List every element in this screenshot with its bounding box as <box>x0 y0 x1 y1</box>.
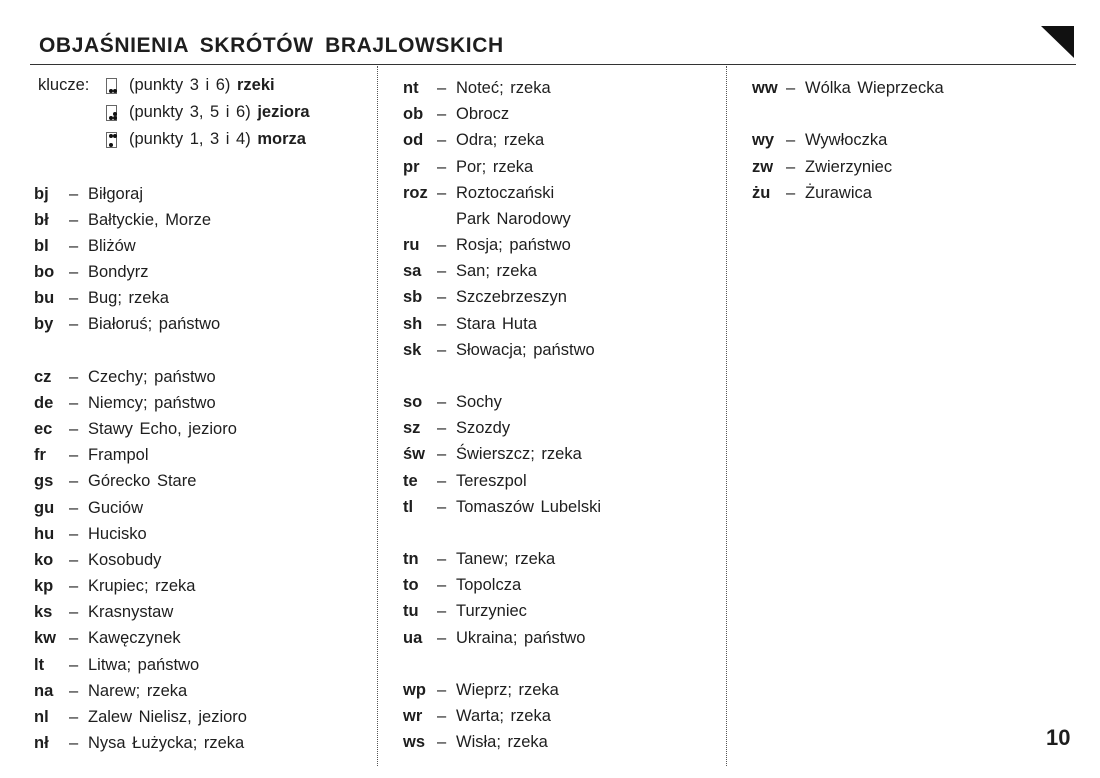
column-divider-1 <box>377 66 378 766</box>
braille-dot-icon <box>113 112 117 116</box>
abbreviation-code: kp <box>34 577 54 596</box>
abbreviation-meaning: Kawęczynek <box>88 629 181 648</box>
dash-separator: – <box>69 184 79 203</box>
dash-separator: – <box>437 497 447 516</box>
dash-separator: – <box>437 79 447 97</box>
abbreviation-code: ks <box>34 603 53 622</box>
dash-separator: – <box>437 602 447 621</box>
dash-separator: – <box>69 707 79 726</box>
header-divider <box>30 64 1076 65</box>
dash-separator: – <box>69 210 79 229</box>
dash-separator: – <box>437 236 447 255</box>
abbreviation-code: bu <box>34 289 55 308</box>
dash-separator: – <box>437 707 447 726</box>
dash-separator: – <box>69 681 79 700</box>
abbreviation-meaning: Tereszpol <box>456 471 527 490</box>
abbreviation-code: sh <box>403 314 423 333</box>
dash-separator: – <box>69 550 79 569</box>
dash-separator: – <box>69 498 79 517</box>
abbreviation-meaning: Biłgoraj <box>88 184 144 203</box>
abbreviation-code: nl <box>34 707 49 726</box>
dash-separator: – <box>69 367 79 386</box>
dash-separator: – <box>437 157 447 176</box>
abbreviation-code: gu <box>34 498 55 517</box>
abbreviation-code: de <box>34 393 54 412</box>
abbreviation-code: zw <box>752 157 774 176</box>
abbreviation-meaning: Noteć; rzeka <box>456 79 551 97</box>
dash-separator: – <box>69 524 79 543</box>
abbreviation-meaning: Bondyrz <box>88 263 149 281</box>
abbreviation-meaning: Czechy; państwo <box>88 367 216 386</box>
dash-separator: – <box>437 419 447 438</box>
abbreviation-code: cz <box>34 367 52 386</box>
abbreviation-code: pr <box>403 157 420 176</box>
dash-separator: – <box>786 157 796 176</box>
dash-separator: – <box>437 262 447 281</box>
dash-separator: – <box>786 79 796 97</box>
abbreviation-code: lt <box>34 655 45 674</box>
corner-triangle-icon <box>1041 26 1074 58</box>
dash-separator: – <box>437 105 447 124</box>
key-meaning: morza <box>257 130 306 148</box>
abbreviation-code: ww <box>752 79 778 97</box>
abbreviation-code: kw <box>34 629 57 648</box>
abbreviation-meaning: Stara Huta <box>456 314 537 333</box>
abbreviation-meaning: Wisła; rzeka <box>456 733 548 752</box>
abbreviation-meaning: Świerszcz; rzeka <box>456 445 582 464</box>
abbreviation-code: ru <box>403 236 420 255</box>
abbreviation-meaning: Tomaszów Lubelski <box>456 497 602 516</box>
abbreviation-code: bo <box>34 263 55 281</box>
abbreviation-code: sb <box>403 288 423 307</box>
braille-dot-icon <box>109 134 113 138</box>
braille-dot-icon <box>113 134 117 138</box>
abbreviation-meaning: Guciów <box>88 498 144 517</box>
abbreviation-code: roz <box>403 183 428 202</box>
abbreviation-code: so <box>403 393 423 412</box>
abbreviation-code: tl <box>403 497 414 516</box>
dash-separator: – <box>69 472 79 491</box>
abbreviation-meaning: Niemcy; państwo <box>88 393 216 412</box>
dash-separator: – <box>437 131 447 150</box>
abbreviation-code: nł <box>34 734 49 753</box>
braille-dot-icon <box>113 116 117 120</box>
abbreviation-meaning: Słowacja; państwo <box>456 340 595 359</box>
dash-separator: – <box>437 576 447 595</box>
abbreviation-meaning: Tanew; rzeka <box>456 550 556 569</box>
abbreviation-code: bł <box>34 210 49 229</box>
abbreviation-meaning: Odra; rzeka <box>456 131 545 150</box>
abbreviation-meaning: Wólka Wieprzecka <box>805 79 944 97</box>
abbreviation-meaning: Górecko Stare <box>88 472 197 491</box>
abbreviation-code: ko <box>34 550 54 569</box>
abbreviation-meaning: Roztoczański <box>456 183 555 202</box>
dash-separator: – <box>437 550 447 569</box>
abbreviation-meaning: Warta; rzeka <box>456 707 551 726</box>
dash-separator: – <box>437 393 447 412</box>
dash-separator: – <box>69 734 79 753</box>
abbreviation-code: fr <box>34 446 46 465</box>
abbreviation-meaning: Zalew Nielisz, jezioro <box>88 707 247 726</box>
abbreviation-meaning: Topolcza <box>456 576 522 595</box>
abbreviation-meaning: Litwa; państwo <box>88 655 200 674</box>
abbreviation-meaning: Zwierzyniec <box>805 157 893 176</box>
dash-separator: – <box>69 236 79 255</box>
braille-dot-icon <box>109 89 113 93</box>
braille-cell-icon <box>106 105 117 121</box>
dash-separator: – <box>69 263 79 281</box>
dash-separator: – <box>69 446 79 465</box>
abbreviation-code: te <box>403 471 418 490</box>
abbreviation-code: gs <box>34 472 54 491</box>
abbreviation-code: wr <box>403 707 423 726</box>
abbreviation-code: żu <box>752 183 771 202</box>
braille-cell-icon <box>106 78 117 94</box>
abbreviation-meaning: Turzyniec <box>456 602 527 621</box>
abbreviation-code: tu <box>403 602 419 621</box>
dash-separator: – <box>786 131 796 150</box>
dash-separator: – <box>69 577 79 596</box>
abbreviation-code: ws <box>403 733 426 752</box>
dash-separator: – <box>437 733 447 752</box>
key-text <box>129 73 275 97</box>
abbreviation-code: wy <box>752 131 775 150</box>
abbreviation-meaning: Bug; rzeka <box>88 289 169 308</box>
dash-separator: – <box>437 183 447 202</box>
dash-separator: – <box>69 420 79 439</box>
dash-separator: – <box>437 288 447 307</box>
dash-separator: – <box>69 655 79 674</box>
abbreviation-code: sz <box>403 419 421 438</box>
abbreviation-meaning: Wieprz; rzeka <box>456 680 559 699</box>
dash-separator: – <box>437 628 447 647</box>
abbreviation-meaning: Białoruś; państwo <box>88 315 221 334</box>
page-title: OBJAŚNIENIA SKRÓTÓW BRAJLOWSKICH <box>39 34 504 57</box>
abbreviation-code: wp <box>403 680 426 699</box>
dash-separator: – <box>69 289 79 308</box>
abbreviation-meaning: Ukraina; państwo <box>456 628 586 647</box>
abbreviation-code: nt <box>403 79 419 97</box>
abbreviation-meaning: Park Narodowy <box>456 209 571 228</box>
abbreviation-code: tn <box>403 550 419 569</box>
abbreviation-meaning: San; rzeka <box>456 262 537 281</box>
abbreviation-code: od <box>403 131 424 150</box>
abbreviation-code: by <box>34 315 54 334</box>
column-divider-2 <box>726 66 727 766</box>
abbreviation-code: ob <box>403 105 424 124</box>
abbreviation-meaning: Rosja; państwo <box>456 236 571 255</box>
braille-cell-icon <box>106 132 117 148</box>
abbreviation-meaning: Por; rzeka <box>456 157 534 176</box>
abbreviation-meaning: Szozdy <box>456 419 511 438</box>
dash-separator: – <box>437 471 447 490</box>
abbreviation-meaning: Żurawica <box>805 183 872 202</box>
keys-label: klucze: <box>38 76 90 94</box>
abbreviation-meaning: Szczebrzeszyn <box>456 288 567 307</box>
key-points: (punkty 3 i 6) <box>129 76 231 94</box>
abbreviation-code: bj <box>34 184 49 203</box>
abbreviation-meaning: Obrocz <box>456 105 510 124</box>
abbreviation-code: sa <box>403 262 422 281</box>
abbreviation-code: to <box>403 576 419 595</box>
abbreviation-meaning: Nysa Łużycka; rzeka <box>88 734 245 753</box>
key-meaning: rzeki <box>236 76 275 94</box>
abbreviation-code: bl <box>34 236 49 255</box>
abbreviation-meaning: Frampol <box>88 446 149 465</box>
abbreviation-code: ec <box>34 420 53 439</box>
abbreviation-meaning: Sochy <box>456 393 502 412</box>
abbreviation-meaning: Krupiec; rzeka <box>88 577 196 596</box>
abbreviation-meaning: Kosobudy <box>88 550 162 569</box>
dash-separator: – <box>437 340 447 359</box>
key-text <box>129 100 310 124</box>
abbreviation-meaning: Bałtyckie, Morze <box>88 210 212 229</box>
abbreviation-meaning: Wywłoczka <box>805 131 888 150</box>
key-points: (punkty 1, 3 i 4) <box>129 130 251 148</box>
dash-separator: – <box>437 680 447 699</box>
abbreviation-meaning: Krasnystaw <box>88 603 174 622</box>
key-text <box>129 127 306 151</box>
dash-separator: – <box>786 183 796 202</box>
abbreviation-code: na <box>34 681 54 700</box>
abbreviation-meaning: Narew; rzeka <box>88 681 188 700</box>
abbreviation-meaning: Bliżów <box>88 236 136 255</box>
braille-dot-icon <box>109 143 113 147</box>
abbreviation-code: hu <box>34 524 55 543</box>
dash-separator: – <box>69 603 79 622</box>
dash-separator: – <box>69 629 79 648</box>
abbreviation-meaning: Hucisko <box>88 524 147 543</box>
abbreviation-code: ua <box>403 628 423 647</box>
dash-separator: – <box>69 393 79 412</box>
dash-separator: – <box>437 445 447 464</box>
braille-dot-icon <box>109 116 113 120</box>
page-number: 10 <box>1046 725 1071 750</box>
dash-separator: – <box>69 315 79 334</box>
abbreviation-meaning: Stawy Echo, jezioro <box>88 420 237 439</box>
key-meaning: jeziora <box>257 103 310 121</box>
abbreviation-code: św <box>403 445 426 464</box>
dash-separator: – <box>437 314 447 333</box>
braille-dot-icon <box>113 89 117 93</box>
key-points: (punkty 3, 5 i 6) <box>129 103 251 121</box>
abbreviation-code: sk <box>403 340 422 359</box>
